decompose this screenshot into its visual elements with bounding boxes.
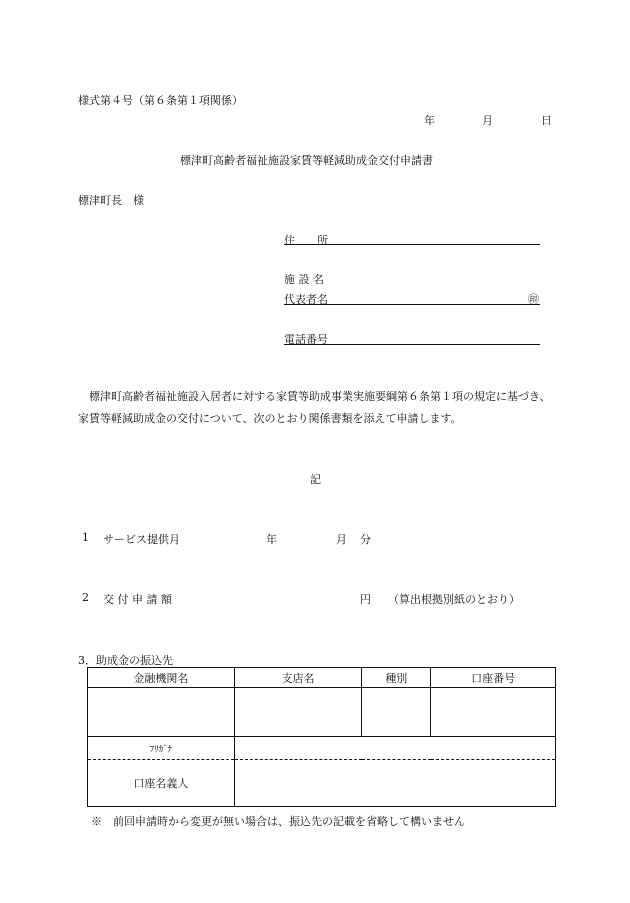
item1-label: サービス提供月 xyxy=(103,533,180,546)
document-title: 標津町高齢者福祉施設家賃等軽減助成金交付申請書 xyxy=(180,154,433,167)
item1-suffix: 分 xyxy=(360,533,371,546)
account-type-cell[interactable] xyxy=(362,688,431,737)
header-account-number: 口座番号 xyxy=(431,668,556,688)
header-account-type: 種別 xyxy=(362,668,431,688)
header-bank-name: 金融機関名 xyxy=(88,668,235,688)
branch-name-cell[interactable] xyxy=(234,688,362,737)
item2-label: 交 付 申 請 額 xyxy=(103,593,172,606)
account-number-cell[interactable] xyxy=(431,688,556,737)
bank-transfer-table xyxy=(87,667,556,807)
item1-year: 年 xyxy=(266,533,277,546)
header-branch-name: 支店名 xyxy=(234,668,362,688)
account-holder-label: 口座名義人 xyxy=(88,760,235,807)
facility-label: 施 設 名 xyxy=(284,273,324,286)
form-number: 様式第４号（第６条第１項関係） xyxy=(78,94,243,107)
phone-label: 電話番号 xyxy=(284,333,328,346)
bank-name-cell[interactable] xyxy=(88,688,235,737)
item2-yen: 円 xyxy=(360,593,371,606)
ki-heading: 記 xyxy=(310,473,321,486)
date-month: 月 xyxy=(482,114,493,127)
date-year: 年 xyxy=(424,114,435,127)
item3-label: 3．助成金の振込先 xyxy=(78,654,173,667)
address-line xyxy=(284,244,540,245)
addressee: 標津町長 様 xyxy=(78,194,144,207)
footnote: ※ 前回申請時から変更が無い場合は、振込先の記載を省略して構いません xyxy=(91,815,465,828)
furigana-label: ﾌﾘｶﾞﾅ xyxy=(88,737,235,760)
item2-note: （算出根拠別紙のとおり） xyxy=(388,593,520,606)
phone-line xyxy=(284,344,540,345)
item1-number: 1 xyxy=(82,531,89,544)
representative-label: 代表者名 xyxy=(284,293,328,306)
representative-line xyxy=(284,304,540,305)
address-label: 住 所 xyxy=(284,234,328,247)
seal-mark: ㊞ xyxy=(528,293,539,306)
item1-month: 月 xyxy=(336,533,347,546)
date-day: 日 xyxy=(541,114,552,127)
body-text: 標津町高齢者福祉施設入居者に対する家賃等助成事業実施要綱第６条第１項の規定に基づき、家賃等軽減助成金の交付について、次のとおり関係書類を添えて申請します。 xyxy=(78,390,551,425)
account-holder-cell[interactable] xyxy=(234,760,555,807)
item2-number: 2 xyxy=(82,591,89,604)
furigana-cell[interactable] xyxy=(234,737,555,760)
